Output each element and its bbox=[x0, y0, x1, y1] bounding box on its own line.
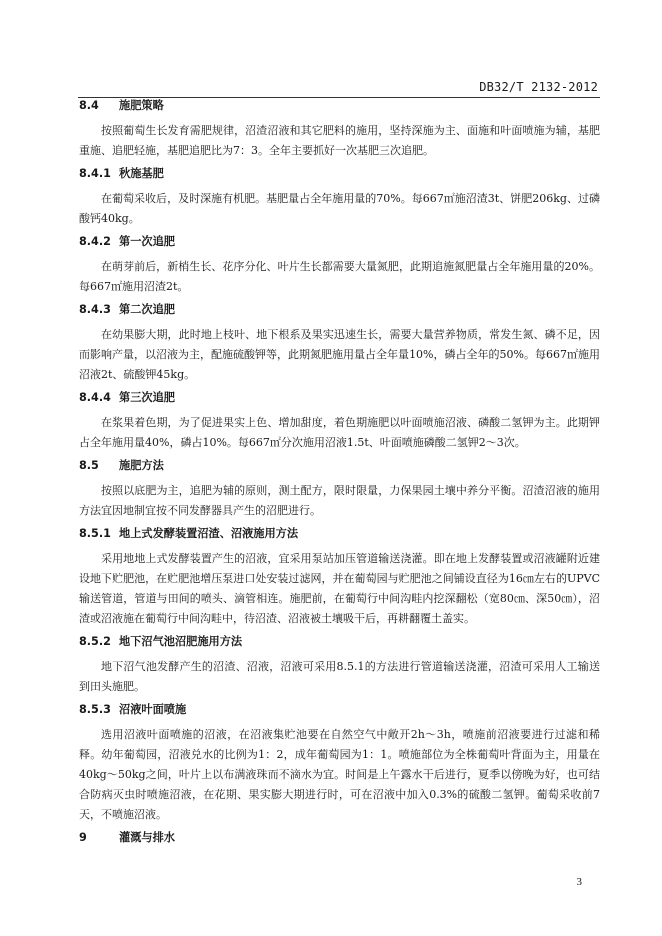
section-number: 8.4.1 bbox=[79, 167, 111, 180]
paragraph: 地下沼气池发酵产生的沼渣、沼液，沼液可采用8.5.1的方法进行管道输送浇灌，沼渣可采用人工输送到田头施肥。 bbox=[79, 660, 600, 693]
section-title: 第一次追肥 bbox=[119, 235, 175, 248]
paragraph: 按照葡萄生长发育需肥规律，沼渣沼液和其它肥料的施用，坚持深施为主、面施和叶面喷施为辅，基肥重施、追肥轻施，基肥追肥比为7：3。全年主要抓好一次基肥三次追肥。 bbox=[79, 124, 600, 157]
page-number: 3 bbox=[576, 876, 582, 888]
section-number: 9 bbox=[79, 831, 87, 844]
paragraph: 在幼果膨大期，此时地上枝叶、地下根系及果实迅速生长，需要大量营养物质，常发生氮、磷不足，因而影响产量，以沼液为主，配施硫酸钾等，此期氮肥施用量占全年量10%，磷占全年的50%。每667㎡施用沼液2t、硫酸钾45kg。 bbox=[79, 328, 600, 381]
section-heading bbox=[79, 703, 600, 717]
section-title: 第二次追肥 bbox=[119, 303, 175, 316]
section-number: 8.4.3 bbox=[79, 303, 111, 316]
section-heading bbox=[79, 167, 600, 181]
section-heading bbox=[79, 303, 600, 317]
section-heading bbox=[79, 527, 600, 541]
document-number: DB32/T 2132-2012 bbox=[479, 80, 598, 94]
section-heading bbox=[79, 831, 600, 845]
section-heading bbox=[79, 235, 600, 249]
section-heading bbox=[79, 635, 600, 649]
section-heading bbox=[79, 391, 600, 405]
section-title: 沼液叶面喷施 bbox=[119, 703, 187, 716]
section-title: 地下沼气池沼肥施用方法 bbox=[119, 635, 243, 648]
paragraph: 在葡萄采收后，及时深施有机肥。基肥量占全年施用量的70%。每667㎡施沼渣3t、饼肥206kg、过磷酸钙40kg。 bbox=[79, 192, 600, 225]
section-title: 灌溉与排水 bbox=[119, 831, 175, 844]
section-title: 秋施基肥 bbox=[119, 167, 164, 180]
section-number: 8.5.1 bbox=[79, 527, 111, 540]
section-number: 8.5.3 bbox=[79, 703, 111, 716]
paragraph: 采用地地上式发酵装置产生的沼液，宜采用泵站加压管道输送浇灌。即在地上发酵装置或沼液罐附近建设地下贮肥池，在贮肥池增压泵进口处安装过滤网，并在葡萄园与贮肥池之间铺设直径为16㎝左右的UPVC输送管道，管道与田间的喷头、滴管相连。施肥前，在葡萄行中间沟畦内挖深翻松（宽80㎝、深50㎝），沼渣或沼液施在葡萄行中间沟畦中，待沼渣、沼液被土壤吸干后，再耕翻覆土盖实。 bbox=[79, 552, 600, 625]
section-number: 8.4.4 bbox=[79, 391, 111, 404]
section-title: 施肥策略 bbox=[119, 99, 164, 112]
section-number: 8.5.2 bbox=[79, 635, 111, 648]
paragraph: 在浆果着色期，为了促进果实上色、增加甜度，着色期施肥以叶面喷施沼液、磷酸二氢钾为主。此期钾占全年施用量40%，磷占10%。每667㎡分次施用沼液1.5t、叶面喷施磷酸二氢钾2～3次。 bbox=[79, 416, 600, 449]
paragraph: 在萌芽前后，新梢生长、花序分化、叶片生长都需要大量氮肥，此期追施氮肥量占全年施用量的20%。每667㎡施用沼渣2t。 bbox=[79, 260, 600, 293]
section-heading bbox=[79, 459, 600, 473]
header-rule bbox=[78, 97, 600, 98]
section-number: 8.4 bbox=[79, 99, 99, 112]
section-title: 地上式发酵装置沼渣、沼液施用方法 bbox=[119, 527, 299, 540]
section-number: 8.5 bbox=[79, 459, 99, 472]
section-number: 8.4.2 bbox=[79, 235, 111, 248]
paragraph: 选用沼液叶面喷施的沼液，在沼液集贮池要在自然空气中敞开2h～3h，喷施前沼液要进行过滤和稀释。幼年葡萄园，沼液兑水的比例为1：2，成年葡萄园为1：1。喷施部位为全株葡萄叶背面为主，用量在40kg～50kg之间，叶片上以布满液珠而不滴水为宜。时间是上午露水干后进行，夏季以傍晚为好，也可结合防病灭虫时喷施沼液，在花期、果实膨大期进行时，可在沼液中加入0.3%的硫酸二氢钾。葡萄采收前7天，不喷施沼液。 bbox=[79, 728, 600, 821]
paragraph: 按照以底肥为主，追肥为辅的原则，测土配方，限时限量，力保果园土壤中养分平衡。沼渣沼液的施用方法宜因地制宜按不同发酵器具产生的沼肥进行。 bbox=[79, 484, 600, 517]
section-title: 施肥方法 bbox=[119, 459, 164, 472]
section-title: 第三次追肥 bbox=[119, 391, 175, 404]
section-heading bbox=[79, 99, 600, 113]
document-body bbox=[79, 99, 600, 853]
